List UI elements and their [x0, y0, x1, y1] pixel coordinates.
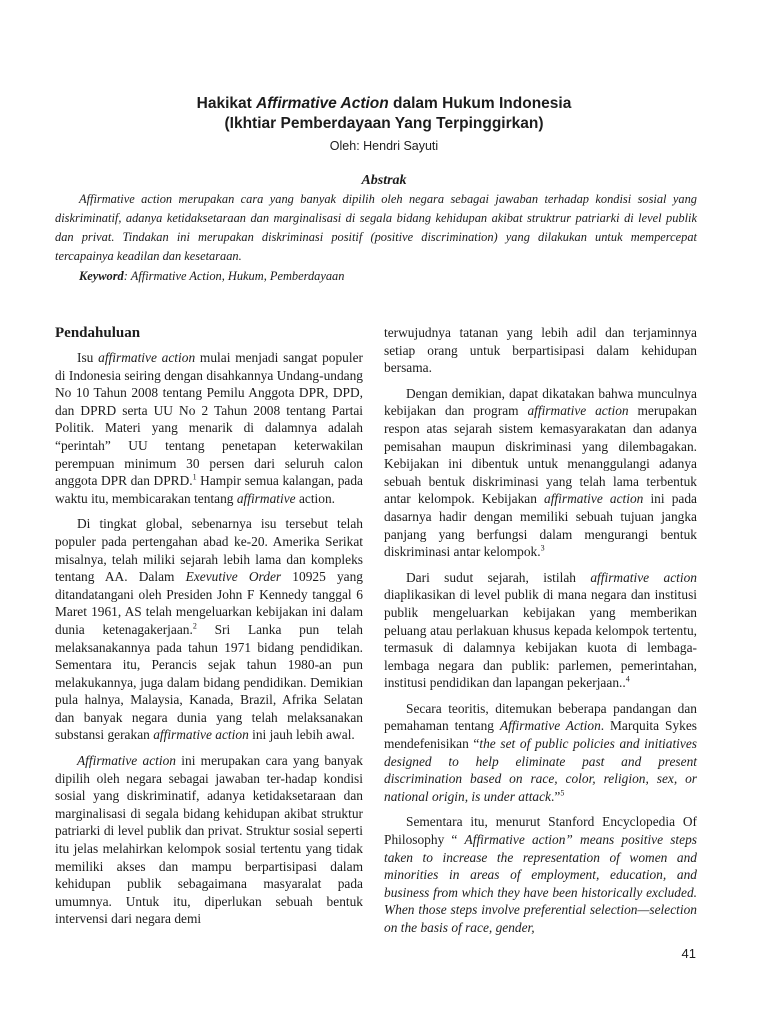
keyword-line: [55, 267, 721, 286]
italic-term: affirmative action: [153, 727, 249, 743]
text-run: action.: [295, 490, 336, 506]
title-italic-term: Affirmative Action: [256, 95, 389, 112]
italic-term: affirmative: [236, 490, 296, 506]
left-column: [55, 322, 363, 936]
italic-term: affirmative action: [98, 350, 196, 365]
text-run: Isu: [77, 350, 99, 365]
title-suffix: dalam Hukum Indonesia: [388, 95, 572, 112]
keyword-text: : Affirmative Action, Hukum, Pemberdayaan: [123, 269, 345, 283]
text-run: merupakan respon atas sejarah sistem kemasyarakatan dan adanya pemisahan maupun diskriminasi yang dilembagakan. Kebijakan ini dibentuk untuk menanggulangi adanya sebuah bentuk diskriminasi yang telah lama terbentuk antar kelompok. Kebijakan: [384, 403, 697, 507]
text-run: ini jauh lebih awal.: [248, 727, 355, 743]
text-run: ini merupakan cara yang banyak dipilih oleh negara sebagai jawaban ter-hadap kondisi sosial yang diskriminatif, adanya ketidaksetaraan dan marginalisasi di segala bidang kehidupan akibat struktur patriarki di level publik dan privat. Struktur sosial seperti itu jelas melahirkan kelompok sosial tertentu yang tidak memiliki akses dan mampu berpartisipasi dalam kehidupan publik sebagaimana masyaralat pada umumnya. Untuk itu, diperlukan sebuah bentuk intervensi dari negara demi: [55, 753, 363, 927]
keyword-label: Keyword: [79, 269, 124, 283]
italic-quote: the set of public policies and initiatives designed to help eliminate past and present discrimination based on race, color, religion, sex, or national origin, is under attack: [384, 736, 697, 804]
paper-subtitle: (Ikhtiar Pemberdayaan Yang Terpinggirkan): [224, 115, 544, 132]
paragraph: [55, 349, 363, 507]
text-run: Sri Lanka pun telah melaksanakannya pada tahun 1971 bidang pendidikan. Sementara itu, Perancis sejak tahun 1980-an pun melakukannya, juga dalam bidang pendidikan. Demikian pula halnya, Malaysia, Kanada, Brazil, Afrika Selatan dan banyak negara dunia yang telah melaksanakan substansi gerakan: [55, 621, 363, 743]
abstract-heading: Abstrak: [361, 173, 407, 188]
right-column: [384, 324, 697, 945]
italic-term: Exevutive Order: [185, 569, 282, 585]
italic-term: affirmative action: [590, 569, 697, 585]
paragraph: [384, 700, 697, 806]
paragraph: [55, 515, 363, 744]
text-run: . Marquita Sykes mendefenisikan “: [384, 718, 697, 752]
paragraph: [384, 813, 697, 936]
text-run: Dengan demikian, dapat dikatakan bahwa munculnya kebijakan dan program: [384, 385, 697, 419]
text-run: Secara teoritis, ditemukan beberapa pandangan dan pemahaman tentang: [384, 700, 697, 734]
text-run: diaplikasikan di level publik di mana negara dan institusi publik mengeluarkan kebijakan yang memberikan peluang atau perlakuan khusus kepada kelompok tertentu, termasuk di dalamnya kebijakan kuota di lembaga-lembaga negara dan publik: parlemen, pemerintahan, institusi pendidikan dan lapangan pekerjaan..: [384, 587, 697, 691]
author-line: Oleh: Hendri Sayuti: [329, 139, 439, 153]
abstract-body: Affirmative action merupakan cara yang banyak dipilih oleh negara sebagai jawaban terhadap kondisi sosial yang diskriminatif, adanya ketidaksetaraan dan marginalisasi di segala bidang kehidupan akibat struktrur patriarki di level publik dan privat. Tindakan ini merupakan diskriminasi positif (positive discrimination) yang dilakukan untuk mempercepat tercapainya keadilan dan kesetaraan.: [55, 192, 697, 263]
paragraph: [384, 569, 697, 692]
footnote-marker: 3: [540, 543, 545, 553]
text-run: mulai menjadi sangat populer di Indonesia seiring dengan disahkannya Undang-undang No 10 Tahun 2008 tentang Pemilu Anggota DPR, DPD, dan DPRD serta UU No 2 Tahun 2008 tentang Partai Politik. Materi yang menarik di dalamnya adalah “perintah” UU tentang penetapan keterwakilan perempuan minimum 30 persen dari seluruh calon anggota DPR dan DPRD.: [55, 350, 363, 489]
footnote-marker: 5: [560, 788, 565, 798]
paragraph: [384, 385, 697, 561]
section-heading: Pendahuluan: [55, 325, 141, 341]
paper-title: [0, 94, 768, 113]
text-run: Di tingkat global, sebenarnya isu tersebut telah populer pada pertengahan abad ke-20. Amerika Serikat misalnya, telah miliki sejarah lebih lama dan kompleks tentang AA. Dalam: [55, 516, 363, 585]
paragraph: [55, 752, 363, 928]
page-number: 41: [681, 946, 696, 961]
italic-term: Affirmative action: [77, 753, 176, 769]
footnote-marker: 4: [625, 674, 630, 684]
italic-term: affirmative action: [527, 403, 629, 419]
text-run: ini pada dasarnya hadir dengan memiliki sebuah tujuan jangka panjang yang berfungsi dalam mengurangi bentuk diskriminasi antar kelompok.: [384, 491, 697, 560]
italic-term: affirmative action: [544, 491, 644, 507]
text-run: Sementara itu, menurut Stanford Encyclopedia Of Philosophy “: [384, 814, 697, 848]
italic-term: Affirmative Action: [499, 718, 601, 734]
paragraph: terwujudnya tatanan yang lebih adil dan terjaminnya setiap orang untuk berpartisipasi dalam kehidupan bersama.: [384, 325, 697, 376]
text-run: .”: [551, 788, 561, 804]
text-run: 10925 yang ditandatangani oleh Presiden John F Kennedy tanggal 6 Maret 1961, AS telah mengeluarkan kebijakan ini dalam dunia ketenagakerjaan.: [55, 569, 363, 637]
title-prefix: Hakikat: [196, 95, 257, 112]
footnote-marker: 1: [192, 472, 197, 482]
footnote-marker: 2: [192, 621, 197, 631]
text-run: Hampir semua kalangan, pada waktu itu, membicarakan tentang: [55, 473, 363, 506]
text-run: Dari sudut sejarah, istilah: [406, 569, 591, 585]
italic-quote: Affirmative action” means positive steps taken to increase the representation of women and minorities in areas of employment, education, and business from which they have been historically excluded. When those steps involve preferential selection—selection on the basis of race, gender,: [384, 832, 697, 935]
